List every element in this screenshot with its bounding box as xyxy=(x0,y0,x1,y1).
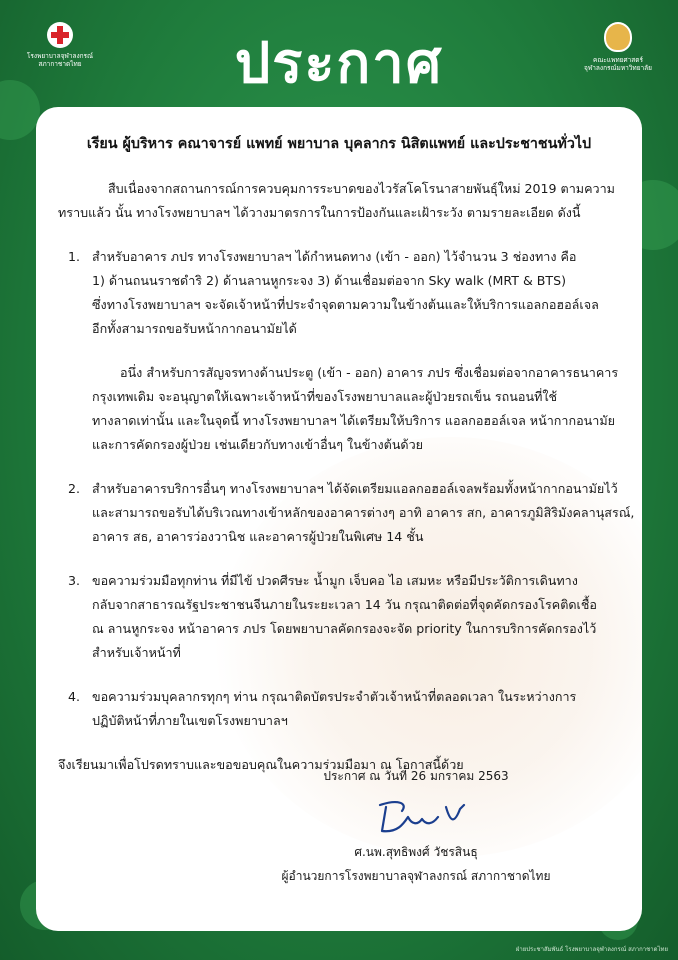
signer-name: ศ.นพ.สุทธิพงศ์ วัชรสินธุ xyxy=(354,845,478,859)
item-number: 4. xyxy=(68,689,81,704)
faculty-logo-text-2: จุฬาลงกรณ์มหาวิทยาลัย xyxy=(584,64,652,72)
item-2-line: สำหรับอาคารบริการอื่นๆ ทางโรงพยาบาลฯ ได้จัดเตรียมแอลกอฮอล์เจลพร้อมทั้งหน้ากากอนามัยไว้ xyxy=(92,481,618,496)
item-1-sub-line: และการคัดกรองผู้ป่วย เช่นเดียวกับทางเข้าอื่นๆ ในข้างต้นด้วย xyxy=(92,437,424,452)
item-1-line: 1) ด้านถนนราชดำริ 2) ด้านลานหูกระจง 3) ด้านเชื่อมต่อจาก Sky walk (MRT & BTS) xyxy=(92,273,567,288)
item-1-sub-line: อนึ่ง สำหรับการสัญจรทางด้านประตู (เข้า - ออก) อาคาร ภปร ซึ่งเชื่อมต่อจากอาคารธนาคาร xyxy=(120,365,619,380)
signer-title: ผู้อำนวยการโรงพยาบาลจุฬาลงกรณ์ สภากาชาดไทย xyxy=(281,869,551,883)
notice-heading: เรียน ผู้บริหาร คณาจารย์ แพทย์ พยาบาล บุคลากร นิสิตแพทย์ และประชาชนทั่วไป xyxy=(86,136,592,152)
announce-date: ประกาศ ณ วันที่ 26 มกราคม 2563 xyxy=(323,769,509,783)
item-1-sub-line: กรุงเทพเดิม จะอนุญาตให้เฉพาะเจ้าหน้าที่ของโรงพยาบาลและผู้ป่วยรถเข็น รถนอนที่ใช้ xyxy=(92,389,558,404)
item-3-line: ณ ลานหูกระจง หน้าอาคาร ภปร โดยพยาบาลคัดกรองจะจัด priority ในการบริการคัดกรองไว้ xyxy=(92,621,597,636)
item-number: 2. xyxy=(68,481,81,496)
notice-panel xyxy=(36,107,642,931)
item-4-line: ขอความร่วมบุคลากรทุกๆ ท่าน กรุณาติดบัตรประจำตัวเจ้าหน้าที่ตลอดเวลา ในระหว่างการ xyxy=(92,689,577,704)
item-3-line: ขอความร่วมมือทุกท่าน ที่มีไข้ ปวดศีรษะ น้ำมูก เจ็บคอ ไอ เสมหะ หรือมีประวัติการเดินทาง xyxy=(92,573,578,588)
item-number: 3. xyxy=(68,573,81,588)
item-1-line: ซึ่งทางโรงพยาบาลฯ จะจัดเจ้าหน้าที่ประจำจุดตามความในข้างต้นและให้บริการแอลกอฮอล์เจล xyxy=(92,297,599,312)
item-1-sub-line: ทางลาดเท่านั้น และในจุดนี้ ทางโรงพยาบาลฯ ได้เตรียมให้บริการ แอลกอฮอล์เจล หน้ากากอนามัย xyxy=(92,413,616,428)
item-2-line: และสามารถขอรับได้บริเวณทางเข้าหลักของอาคารต่างๆ อาทิ อาคาร สก, อาคารภูมิสิริมังคลานุสรณ์, xyxy=(92,505,635,520)
intro-line-2: ทราบแล้ว นั้น ทางโรงพยาบาลฯ ได้วางมาตรการในการป้องกันและเฝ้าระวัง ตามรายละเอียด ดังนี้ xyxy=(58,205,581,220)
hospital-logo-text-2: สภากาชาดไทย xyxy=(38,60,82,68)
page-title: ประกาศ xyxy=(234,31,444,96)
item-4-line: ปฏิบัติหน้าที่ภายในเขตโรงพยาบาลฯ xyxy=(92,713,288,728)
item-1-line: สำหรับอาคาร ภปร ทางโรงพยาบาลฯ ได้กำหนดทาง (เข้า - ออก) ไว้จำนวน 3 ช่องทาง คือ xyxy=(92,249,577,264)
footer-credit: ฝ่ายประชาสัมพันธ์ โรงพยาบาลจุฬาลงกรณ์ สภากาชาดไทย xyxy=(515,946,668,953)
faculty-logo-text-1: คณะแพทยศาสตร์ xyxy=(593,56,643,64)
item-3-line: กลับจากสาธารณรัฐประชาชนจีนภายในระยะเวลา 14 วัน กรุณาติดต่อที่จุดคัดกรองโรคติดเชื้อ xyxy=(92,597,597,612)
intro-line-1: สืบเนื่องจากสถานการณ์การควบคุมการระบาดของไวรัสโคโรนาสายพันธุ์ใหม่ 2019 ตามความ xyxy=(108,181,615,196)
item-2-line: อาคาร สธ, อาคารว่องวานิช และอาคารผู้ป่วยในพิเศษ 14 ชั้น xyxy=(92,529,424,544)
closing-text: จึงเรียนมาเพื่อโปรดทราบและขอขอบคุณในความร่วมมือมา ณ โอกาสนี้ด้วย xyxy=(58,757,464,772)
item-3-line: สำหรับเจ้าหน้าที่ xyxy=(92,645,181,660)
item-1-line: อีกทั้งสามารถขอรับหน้ากากอนามัยได้ xyxy=(92,321,297,336)
faculty-logo xyxy=(558,22,678,72)
university-seal-icon xyxy=(604,22,632,52)
hospital-logo-text-1: โรงพยาบาลจุฬาลงกรณ์ xyxy=(26,52,94,60)
signature-icon xyxy=(368,797,478,837)
item-number: 1. xyxy=(68,249,81,264)
